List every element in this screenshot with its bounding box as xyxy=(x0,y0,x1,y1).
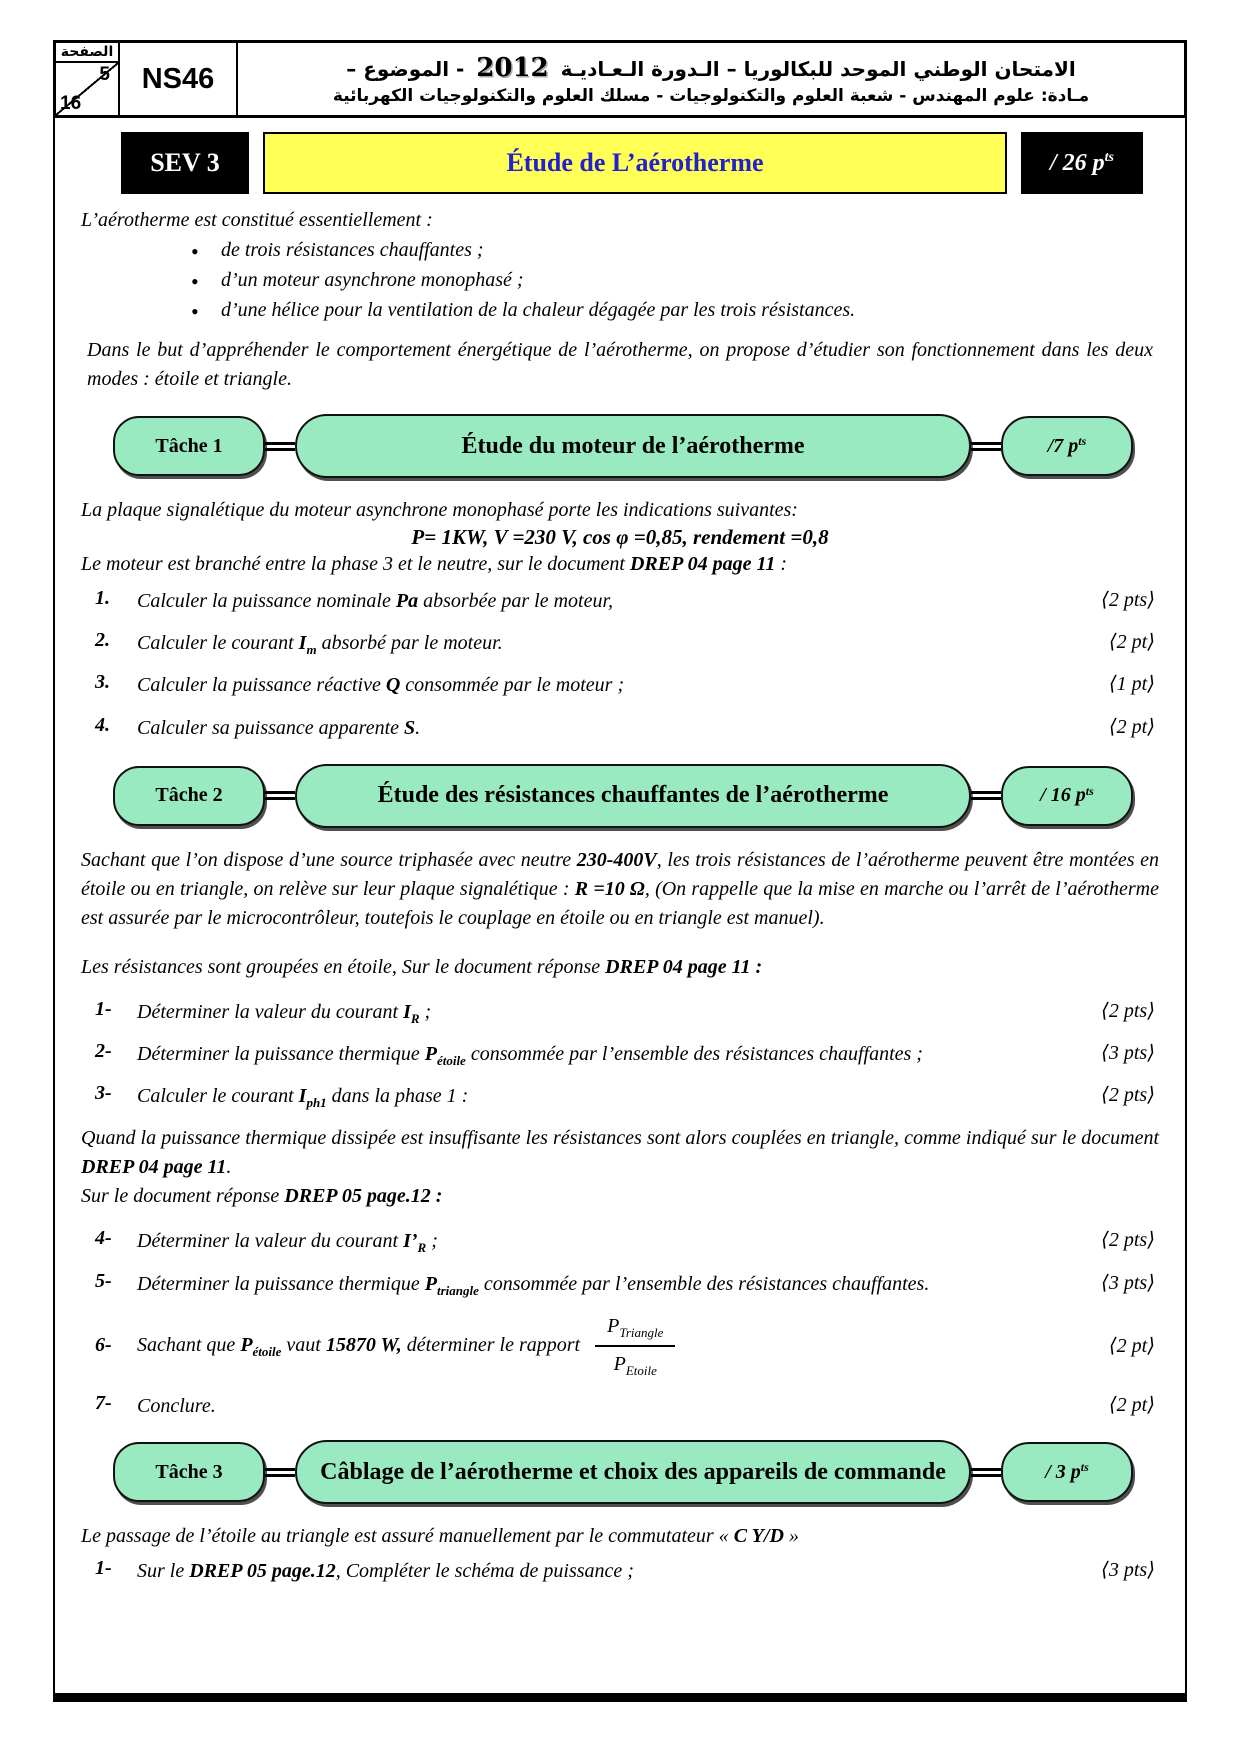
banner-connector xyxy=(971,791,1001,800)
intro-lead: L’aérotherme est constitué essentiellement : xyxy=(81,209,433,231)
question-points: ⟨2 pts⟩ xyxy=(1101,1084,1155,1107)
task2-label-pill: Tâche 2 xyxy=(113,766,265,826)
total-points-sup: ts xyxy=(1104,150,1114,165)
section-title xyxy=(263,132,1007,194)
bullet-item: • d’une hélice pour la ventilation de la chaleur dégagée par les trois résistances. xyxy=(191,299,1159,322)
question-number: 1- xyxy=(95,1557,112,1580)
task1-points: /7 p xyxy=(1047,434,1079,457)
question-text: Déterminer la puissance thermique $P_{étoile}$ consommée par l’ensemble des résistances chauffantes ; xyxy=(137,1042,923,1068)
exam-code: NS46 xyxy=(120,43,238,115)
question-row xyxy=(95,1557,1155,1585)
question-points: ⟨2 pts⟩ xyxy=(1101,999,1155,1022)
page-fraction xyxy=(56,63,118,115)
question-text: Calculer la puissance réactive Q consommée par le moteur ; xyxy=(137,674,625,697)
question-points: ⟨2 pt⟩ xyxy=(1108,1335,1155,1358)
task3-points: / 3 p xyxy=(1045,1460,1081,1483)
question-number: 4. xyxy=(95,713,110,736)
question-number: 2- xyxy=(95,1039,112,1062)
question-text: Déterminer la puissance thermique $P_{triangle}$ consommée par l’ensemble des résistances chauffantes. xyxy=(137,1272,930,1298)
task3-label-pill: Tâche 3 xyxy=(113,1442,265,1502)
question-row xyxy=(95,1227,1155,1257)
question-number: 2. xyxy=(95,629,110,652)
page-total: 16 xyxy=(60,93,82,114)
section-title-row xyxy=(121,132,1143,194)
intro-paragraph: Dans le but d’appréhender le comportement énergétique de l’aérotherme, on propose d’étudier son fonctionnement dans les deux modes : étoile et triangle. xyxy=(87,339,1153,390)
task3-paragraph: Le passage de l’étoile au triangle est assuré manuellement par le commutateur « C Y/D » xyxy=(81,1525,799,1548)
banner-connector xyxy=(971,442,1001,451)
page-label: الصفحة xyxy=(56,43,118,63)
question-text: Déterminer la valeur du courant $I’_R$ ; xyxy=(137,1230,438,1256)
doc-ref: DREP 05 page.12 xyxy=(189,1560,336,1583)
question-row xyxy=(95,1082,1155,1112)
task2-paragraph1: Sachant que l’on dispose d’une source triphasée avec neutre 230-400V, les trois résistances de l’aérotherme peuvent être montées en étoile ou en triangle, on relève sur leur plaque signalétique : R =10 Ω, (On rappelle que la mise en marche ou l’arrêt de l’aérotherme est assurée par le microcontrôleur, toutefois le couplage en étoile ou en triangle est manuel). xyxy=(81,848,1159,929)
question-text: Calculer le courant $I_m$ absorbé par le moteur. xyxy=(137,632,503,658)
question-points: ⟨3 pts⟩ xyxy=(1101,1041,1155,1064)
subject-name: علوم المهندس xyxy=(912,85,1035,106)
question-number: 1- xyxy=(95,997,112,1020)
question-row xyxy=(95,1392,1155,1420)
question-points: ⟨1 pt⟩ xyxy=(1108,673,1155,696)
content-box xyxy=(53,118,1187,1702)
doc-ref: DREP 05 page.12 : xyxy=(284,1185,443,1208)
sev-label: SEV 3 xyxy=(121,132,249,194)
exam-year: 2012 xyxy=(476,52,549,83)
task1-questions xyxy=(81,587,1159,744)
task2-paragraph4: Sur le document réponse DREP 05 page.12 : xyxy=(81,1185,443,1208)
task2-questions-etoile xyxy=(81,998,1159,1113)
question-row-with-fraction xyxy=(95,1312,1155,1380)
task1-banner xyxy=(113,414,1133,478)
fraction-ptriangle-over-petoile: $\frac{P_{Triangle}}{P_{Etoile}}$ xyxy=(595,1312,675,1380)
exam-header-line1 xyxy=(346,53,1076,83)
doc-ref: DREP 04 page 11 xyxy=(81,1156,227,1179)
task3-points-pill xyxy=(1001,1442,1133,1502)
task2-paragraph2: Les résistances sont groupées en étoile, Sur le document réponse DREP 04 page 11 : xyxy=(81,955,763,978)
exam-header-line2 xyxy=(333,86,1089,106)
question-number: 3. xyxy=(95,671,110,694)
task1-points-sup: ts xyxy=(1078,434,1087,448)
question-points: ⟨2 pt⟩ xyxy=(1108,715,1155,738)
question-number: 5- xyxy=(95,1269,112,1292)
question-number: 4- xyxy=(95,1227,112,1250)
task1-instruction xyxy=(81,550,1159,579)
question-points: ⟨2 pts⟩ xyxy=(1101,589,1155,611)
total-points-text: / 26 p xyxy=(1049,149,1105,176)
task2-points-pill xyxy=(1001,766,1133,826)
question-points: ⟨2 pt⟩ xyxy=(1108,631,1155,654)
exam-header-arabic xyxy=(238,43,1184,115)
header-line1-suffix: - الموضوع – xyxy=(346,56,472,81)
page-number: 5 xyxy=(99,64,110,85)
task3-title-pill: Câblage de l’aérotherme et choix des appareils de commande xyxy=(295,1440,971,1504)
bullet-item: • d’un moteur asynchrone monophasé ; xyxy=(191,269,1159,292)
doc-ref: DREP 04 page 11 : xyxy=(605,955,763,978)
task1-instruction-suffix: : xyxy=(775,553,788,575)
question-row xyxy=(95,714,1155,744)
banner-connector xyxy=(265,791,295,800)
question-points: ⟨3 pts⟩ xyxy=(1101,1271,1155,1294)
power-value: 15870 W, xyxy=(325,1333,402,1356)
bullet-item: • de trois résistances chauffantes ; xyxy=(191,239,1159,262)
resistance-value: R =10 Ω xyxy=(574,877,645,900)
task1-title-pill: Étude du moteur de l’aérotherme xyxy=(295,414,971,478)
question-row xyxy=(95,629,1155,659)
intro-bullet-list xyxy=(191,239,1159,322)
header-line1-text: الامتحان الوطني الموحد للبكالوريا – الـدورة الـعـاديـة xyxy=(553,56,1076,81)
task2-title-pill: Étude des résistances chauffantes de l’aérotherme xyxy=(295,764,971,828)
question-row xyxy=(95,1040,1155,1070)
task1-intro: La plaque signalétique du moteur asynchrone monophasé porte les indications suivantes: xyxy=(81,499,798,521)
motor-nameplate-values: P= 1KW, V =230 V, cos φ =0,85, rendement =0,8 xyxy=(411,525,829,549)
question-points: ⟨2 pts⟩ xyxy=(1101,1229,1155,1252)
question-number: 1. xyxy=(95,587,110,609)
banner-connector xyxy=(265,442,295,451)
question-text: Calculer sa puissance apparente S. xyxy=(137,716,421,739)
question-text: Calculer le courant $I_{ph1}$ dans la phase 1 : xyxy=(137,1085,469,1111)
task2-points: / 16 p xyxy=(1040,784,1086,807)
task2-paragraph3: Quand la puissance thermique dissipée est insuffisante les résistances sont alors couplées en triangle, comme indiqué sur le document DREP 04 page 11. xyxy=(81,1127,1159,1179)
section-title-text: Étude de L’aérotherme xyxy=(506,148,764,177)
voltage-value: 230-400V xyxy=(576,848,657,871)
total-points-badge xyxy=(1021,132,1143,194)
question-text: Sachant que $P_{étoile}$ vaut 15870 W, déterminer le rapport $\frac{P_{Triangle}}{P_{Etoile}}$ xyxy=(137,1312,1065,1380)
task3-points-sup: ts xyxy=(1080,1460,1089,1475)
subject-stream: - شعبة العلوم والتكنولوجيات - مسلك العلوم والتكنولوجيات الكهربائية xyxy=(332,85,913,106)
page-number-cell xyxy=(56,43,120,115)
document-frame xyxy=(53,40,1187,1702)
question-row xyxy=(95,671,1155,701)
switch-name: C Y/D xyxy=(733,1525,784,1548)
question-text: Conclure. xyxy=(137,1395,216,1418)
task1-instruction-text: Le moteur est branché entre la phase 3 et le neutre, sur le document xyxy=(81,553,630,575)
task3-banner xyxy=(113,1440,1133,1504)
question-points: ⟨2 pt⟩ xyxy=(1108,1394,1155,1417)
question-row xyxy=(95,998,1155,1028)
task2-banner xyxy=(113,764,1133,828)
question-number: 3- xyxy=(95,1082,112,1105)
question-number: 7- xyxy=(95,1392,112,1415)
subject-label: مـادة: xyxy=(1034,85,1090,106)
question-row xyxy=(95,1270,1155,1300)
task1-label-pill: Tâche 1 xyxy=(113,416,265,476)
question-number: 6- xyxy=(95,1334,112,1357)
question-points: ⟨3 pts⟩ xyxy=(1101,1559,1155,1582)
banner-connector xyxy=(971,1468,1001,1477)
question-text: Déterminer la valeur du courant $I_R$ ; xyxy=(137,1000,432,1026)
task2-points-sup: ts xyxy=(1085,783,1094,798)
doc-ref: DREP 04 page 11 xyxy=(629,553,776,575)
question-text: Calculer la puissance nominale Pa absorbée par le moteur, xyxy=(137,590,614,612)
header xyxy=(53,40,1187,118)
question-text: Sur le DREP 05 page.12, Compléter le schéma de puissance ; xyxy=(137,1560,634,1583)
task1-points-pill xyxy=(1001,416,1133,476)
question-row xyxy=(95,587,1155,617)
banner-connector xyxy=(265,1468,295,1477)
task2-questions-triangle xyxy=(81,1227,1159,1420)
